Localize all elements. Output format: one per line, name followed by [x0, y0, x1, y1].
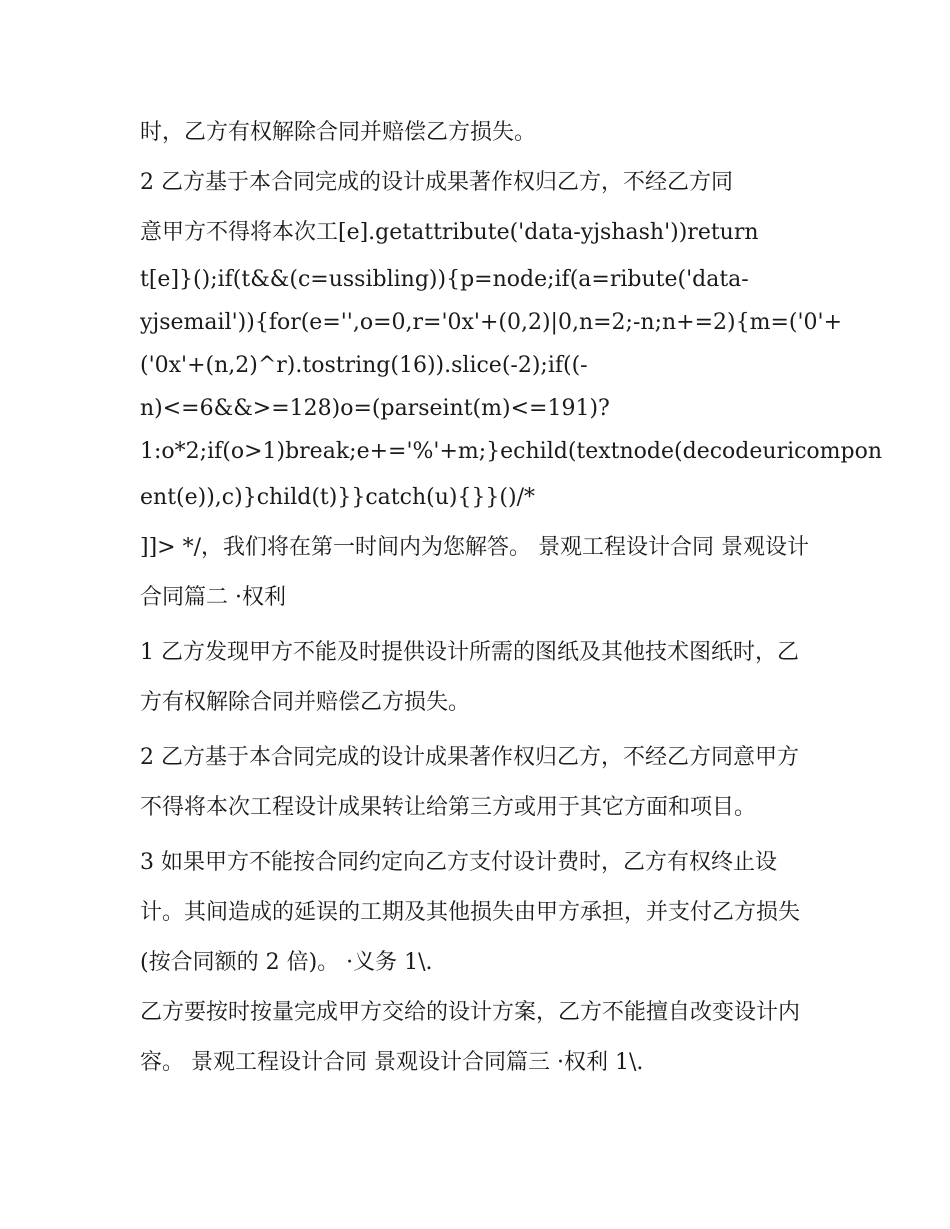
garbled-script-text: [140, 208, 883, 523]
paragraph-7: 乙方要按时按量完成甲方交给的设计方案，乙方不能擅自改变设计内容。 景观工程设计合同 景观设计合同篇三 ·权利 1\.: [140, 1000, 801, 1075]
paragraph-5: 2 乙方基于本合同完成的设计成果著作权归乙方，不经乙方同意甲方不得将本次工程设计成果转让给第三方或用于其它方面和项目。: [140, 745, 799, 820]
garbled-line-3: yjsemail')){for(e='',o=0,r='0x'+(0,2)|0,n=2;-n;n+=2){m=('0'+: [140, 310, 843, 335]
garbled-line-6: 1:o*2;if(o>1)break;e+='%'+m;}echild(textnode(decodeuricompon: [140, 439, 883, 464]
garbled-line-7: ent(e)),c)}child(t)}}catch(u){}}()/*: [140, 485, 536, 510]
paragraph-2: 2 乙方基于本合同完成的设计成果著作权归乙方，不经乙方同: [140, 170, 733, 195]
document-body: [140, 108, 883, 1088]
paragraph-6: 3 如果甲方不能按合同约定向乙方支付设计费时，乙方有权终止设计。其间造成的延误的工期及其他损失由甲方承担，并支付乙方损失(按合同额的 2 倍)。 ·义务 1\.: [140, 850, 801, 975]
garbled-line-1: 意甲方不得将本次工[e].getattribute('data-yjshash'))return: [140, 220, 759, 245]
garbled-line-2: t[e]}();if(t&&(c=ussibling)){p=node;if(a=ribute('data-: [140, 267, 749, 292]
paragraph-3: ]]> */，我们将在第一时间内为您解答。 景观工程设计合同 景观设计合同篇二 ·权利: [140, 535, 809, 610]
paragraph-1: 时，乙方有权解除合同并赔偿乙方损失。: [140, 120, 537, 145]
paragraph-4: 1 乙方发现甲方不能及时提供设计所需的图纸及其他技术图纸时，乙方有权解除合同并赔偿乙方损失。: [140, 640, 799, 715]
garbled-line-4: ('0x'+(n,2)^r).tostring(16)).slice(-2);if((-: [140, 353, 588, 378]
garbled-line-5: n)<=6&&>=128)o=(parseint(m)<=191)?: [140, 396, 610, 421]
